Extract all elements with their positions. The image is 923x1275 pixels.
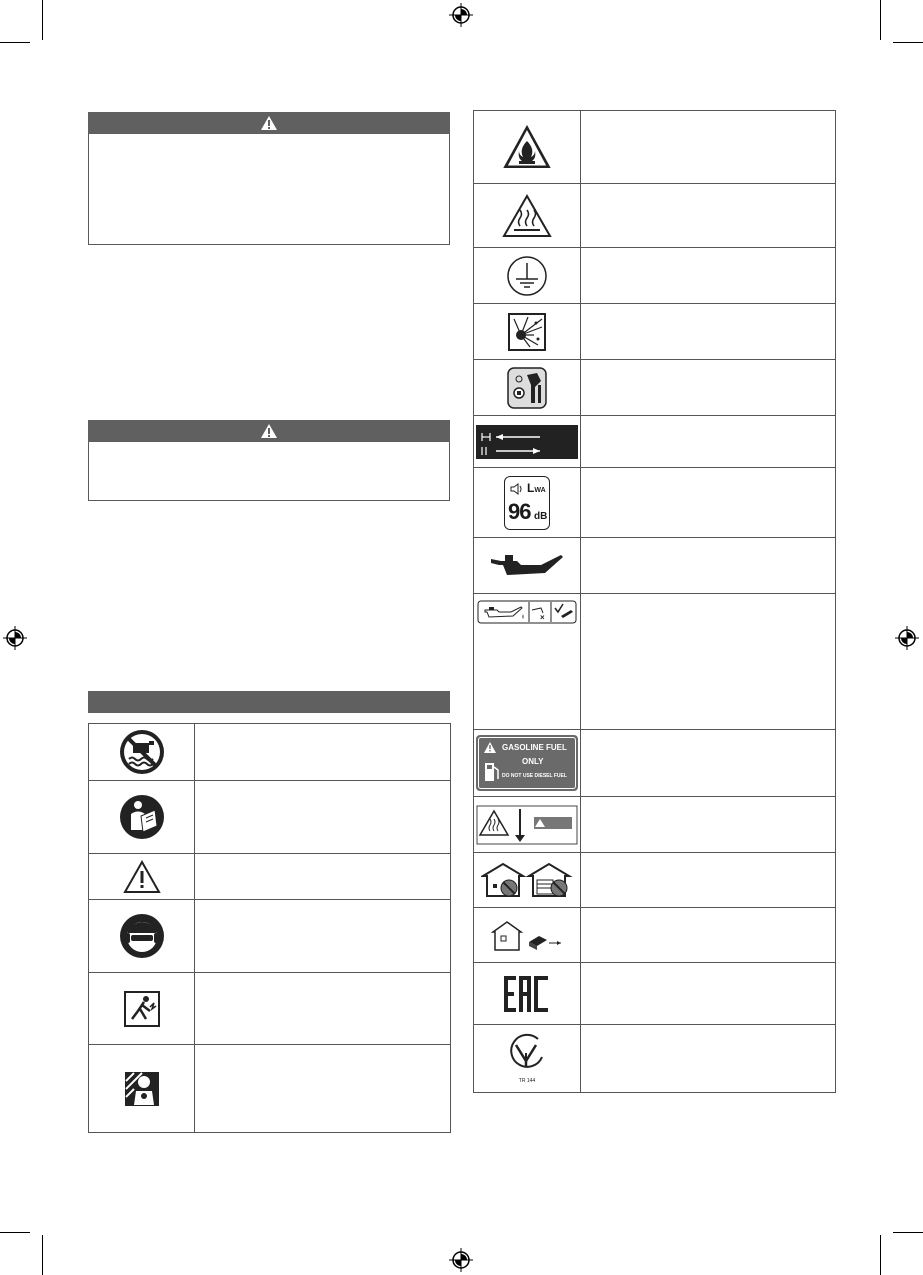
symbol-description	[581, 853, 836, 908]
electric-shock-icon	[124, 991, 160, 1027]
symbol-description	[581, 963, 836, 1025]
sound-value: 96	[508, 498, 531, 524]
crop-mark	[42, 1235, 43, 1275]
table-row	[474, 853, 836, 908]
svg-text:×: ×	[540, 613, 545, 622]
symbol-description	[195, 1045, 451, 1133]
registration-mark-icon	[449, 1248, 473, 1272]
symbol-description	[581, 111, 836, 184]
speaker-icon	[509, 482, 523, 496]
symbol-description	[581, 248, 836, 304]
crop-mark	[0, 42, 30, 43]
symbol-description	[195, 854, 451, 900]
table-row	[474, 730, 836, 797]
warning-body	[88, 442, 450, 501]
symbol-description	[195, 724, 451, 781]
lwa-label: LWA	[527, 480, 546, 495]
warning-header	[88, 112, 450, 134]
symbol-description	[581, 360, 836, 416]
table-row	[474, 908, 836, 963]
table-row	[89, 1045, 451, 1133]
gasoline-fuel-label	[476, 735, 578, 791]
warning-triangle-icon	[260, 423, 278, 439]
fuel-label-line2: ONLY	[522, 757, 544, 766]
crop-mark	[42, 0, 43, 40]
table-row	[474, 963, 836, 1025]
eye-ear-protection-icon	[119, 913, 165, 959]
table-row	[474, 594, 836, 730]
left-symbol-table	[88, 723, 451, 1133]
hot-surface-arrow-icon	[476, 805, 578, 845]
symbol-description	[581, 908, 836, 963]
crop-mark	[0, 1232, 30, 1233]
choke-position-icon	[476, 425, 578, 459]
oil-can-icon	[489, 551, 565, 581]
symbol-description	[581, 468, 836, 538]
warning-header	[88, 420, 450, 442]
ground-icon	[506, 255, 548, 297]
eac-mark-icon	[502, 974, 552, 1014]
symbol-description	[581, 594, 836, 730]
symbol-description	[581, 184, 836, 248]
table-row	[474, 538, 836, 594]
crop-mark	[893, 42, 923, 43]
sound-power-label	[504, 476, 550, 530]
crop-mark	[880, 1235, 881, 1275]
symbol-description	[581, 538, 836, 594]
fuel-label-line1: GASOLINE FUEL	[502, 743, 567, 752]
symbol-description	[195, 781, 451, 854]
crop-mark	[880, 0, 881, 40]
table-row	[89, 724, 451, 781]
sound-unit: dB	[534, 510, 548, 522]
table-row	[474, 416, 836, 468]
symbol-description	[581, 797, 836, 853]
table-row	[89, 854, 451, 900]
oil-check-icon	[477, 600, 577, 624]
ukraine-conformity-icon	[502, 1033, 552, 1077]
table-row	[474, 1025, 836, 1093]
crop-mark	[893, 1232, 923, 1233]
symbol-description	[195, 900, 451, 973]
fuel-pump-icon	[484, 761, 500, 783]
ua-code: TR 144	[518, 1078, 536, 1084]
table-row	[474, 184, 836, 248]
symbol-description	[581, 1025, 836, 1093]
table-row	[474, 111, 836, 184]
table-row	[89, 900, 451, 973]
table-row	[89, 781, 451, 854]
warning-triangle-icon	[123, 860, 161, 894]
fire-hazard-icon	[503, 125, 551, 169]
symbol-description	[581, 304, 836, 360]
symbol-description	[581, 416, 836, 468]
warning-triangle-icon	[260, 115, 278, 131]
hot-surface-icon	[502, 194, 552, 238]
toxic-fumes-icon	[124, 1071, 160, 1107]
no-water-icon	[119, 729, 165, 775]
symbols-heading	[88, 691, 450, 713]
registration-mark-icon	[895, 626, 919, 650]
registration-mark-icon	[449, 3, 473, 27]
read-manual-icon	[119, 794, 165, 840]
outdoor-use-icon	[491, 918, 563, 952]
warning-triangle-icon	[484, 742, 496, 753]
table-row	[474, 304, 836, 360]
choke-lever-icon	[507, 367, 547, 409]
warning-body	[88, 134, 450, 245]
registration-mark-icon	[3, 626, 27, 650]
table-row	[89, 973, 451, 1045]
table-row	[474, 248, 836, 304]
table-row	[474, 797, 836, 853]
no-indoor-use-icon	[481, 862, 573, 898]
explosion-icon	[508, 313, 546, 351]
symbol-description	[195, 973, 451, 1045]
fuel-label-line3: DO NOT USE DIESEL FUEL	[502, 773, 567, 779]
symbol-description	[581, 730, 836, 797]
table-row	[474, 360, 836, 416]
table-row	[474, 468, 836, 538]
right-symbol-table	[473, 110, 836, 1093]
